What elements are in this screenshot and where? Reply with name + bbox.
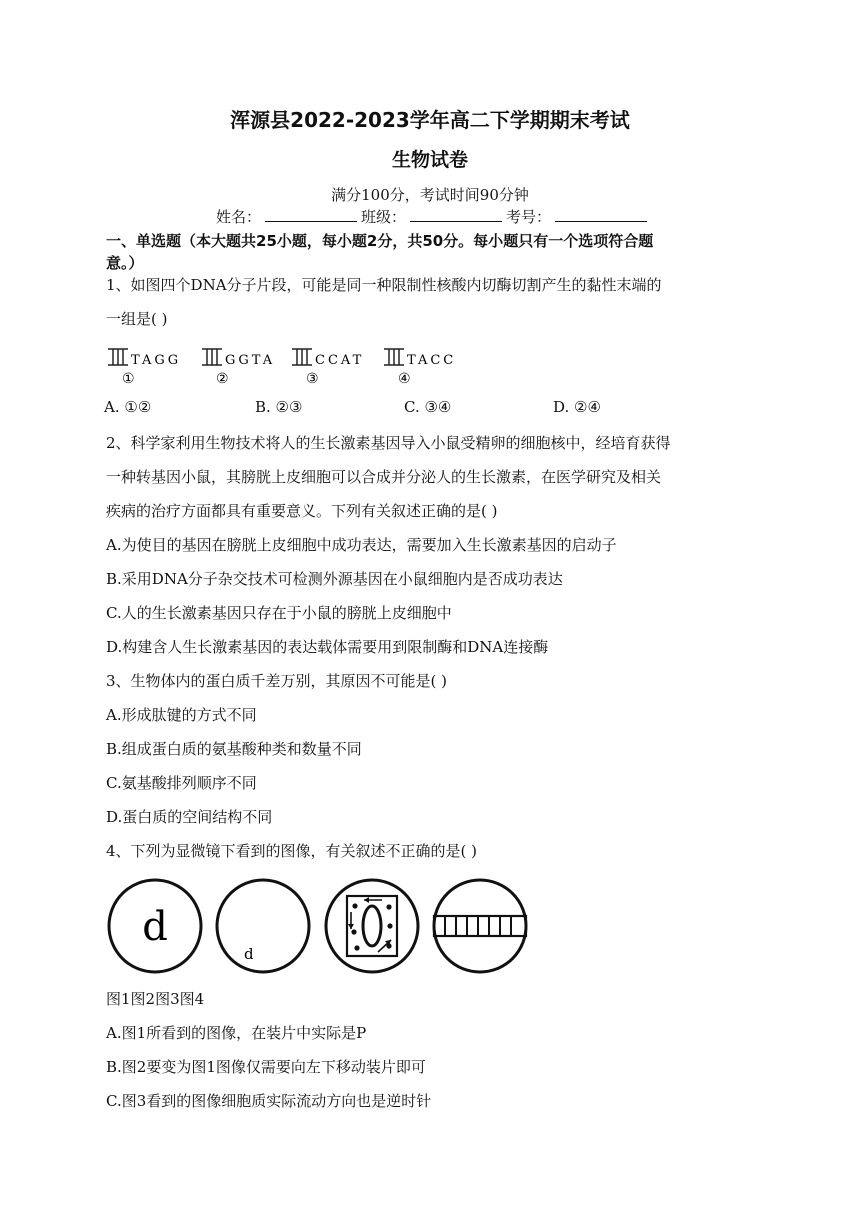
fig1-letter: d (142, 904, 168, 950)
microscope-fig-2 (217, 880, 309, 972)
name-field[interactable] (265, 207, 357, 222)
q3-option-d[interactable]: D.蛋白质的空间结构不同 (106, 808, 273, 826)
q3-option-c[interactable]: C.氨基酸排列顺序不同 (106, 774, 257, 792)
microscope-fig-1 (109, 880, 201, 972)
q3-option-a[interactable]: A.形成肽键的方式不同 (106, 706, 257, 724)
q1-dna-fragments-figure (104, 340, 474, 386)
fragment-4-seq: TACC (407, 353, 457, 368)
q1-stem-line1: 1、如图四个DNA分子片段，可能是同一种限制性核酸内切酶切割产生的黏性末端的 (106, 276, 662, 294)
fragment-3-seq: CCAT (315, 353, 365, 368)
q4-option-a[interactable]: A.图1所看到的图像，在装片中实际是P (106, 1024, 367, 1042)
q2-stem-line1: 2、科学家利用生物技术将人的生长激素基因导入小鼠受精卵的细胞核中，经培育获得 (106, 434, 671, 452)
exam-info: 满分100分，考试时间90分钟 (331, 186, 529, 204)
class-label: 班级： (361, 208, 407, 226)
q4-stem: 4、下列为显微镜下看到的图像，有关叙述不正确的是( ) (106, 842, 478, 860)
q1-option-d[interactable]: D. ②④ (553, 398, 601, 416)
q1-option-b[interactable]: B. ②③ (255, 398, 303, 416)
fragment-1-seq: TAGG (131, 353, 182, 368)
q1-stem-line2: 一组是( ) (106, 310, 168, 328)
fragment-4-num: ④ (398, 371, 411, 386)
dna-fragment-2 (202, 349, 275, 386)
fragment-2-seq: GGTA (225, 353, 276, 368)
q4-option-c[interactable]: C.图3看到的图像细胞质实际流动方向也是逆时针 (106, 1092, 432, 1110)
section-heading-line2: 意。） (106, 254, 144, 272)
q2-option-b[interactable]: B.采用DNA分子杂交技术可检测外源基因在小鼠细胞内是否成功表达 (106, 570, 563, 588)
q1-option-a[interactable]: A. ①② (104, 398, 152, 416)
q2-option-d[interactable]: D.构建含人生长激素基因的表达载体需要用到限制酶和DNA连接酶 (106, 638, 549, 656)
fragment-1-num: ① (122, 371, 135, 386)
q1-option-c[interactable]: C. ③④ (404, 398, 452, 416)
name-label: 姓名： (216, 208, 262, 226)
fig2-letter: d (244, 945, 254, 963)
number-label: 考号： (506, 208, 552, 226)
q2-stem-line3: 疾病的治疗方面都具有重要意义。下列有关叙述正确的是( ) (106, 502, 498, 520)
dna-fragment-1 (108, 349, 181, 386)
q4-microscope-figures (104, 874, 534, 980)
q2-option-a[interactable]: A.为使目的基因在膀胱上皮细胞中成功表达，需要加入生长激素基因的启动子 (106, 536, 617, 554)
student-info-row (216, 206, 651, 227)
dna-fragment-4 (384, 349, 456, 386)
q4-option-b[interactable]: B.图2要变为图1图像仅需要向左下移动装片即可 (106, 1058, 426, 1076)
subject-title: 生物试卷 (391, 149, 468, 171)
q2-stem-line2: 一种转基因小鼠，其膀胱上皮细胞可以合成并分泌人的生长激素，在医学研究及相关 (106, 468, 662, 486)
section-heading-line1: 一、单选题（本大题共25小题，每小题2分，共50分。每小题只有一个选项符合题 (106, 232, 654, 250)
fragment-3-num: ③ (306, 371, 319, 386)
microscope-fig-3 (326, 880, 418, 972)
q3-option-b[interactable]: B.组成蛋白质的氨基酸种类和数量不同 (106, 740, 362, 758)
q4-figure-caption: 图1图2图3图4 (106, 990, 205, 1008)
microscope-fig-4 (434, 880, 526, 972)
q3-stem: 3、生物体内的蛋白质千差万别，其原因不可能是( ) (106, 672, 448, 690)
exam-title: 浑源县2022-2023学年高二下学期期末考试 (230, 108, 630, 132)
q2-option-c[interactable]: C.人的生长激素基因只存在于小鼠的膀胱上皮细胞中 (106, 604, 452, 622)
class-field[interactable] (410, 207, 502, 222)
fragment-2-num: ② (216, 371, 229, 386)
dna-fragment-3 (292, 349, 364, 386)
number-field[interactable] (555, 207, 647, 222)
